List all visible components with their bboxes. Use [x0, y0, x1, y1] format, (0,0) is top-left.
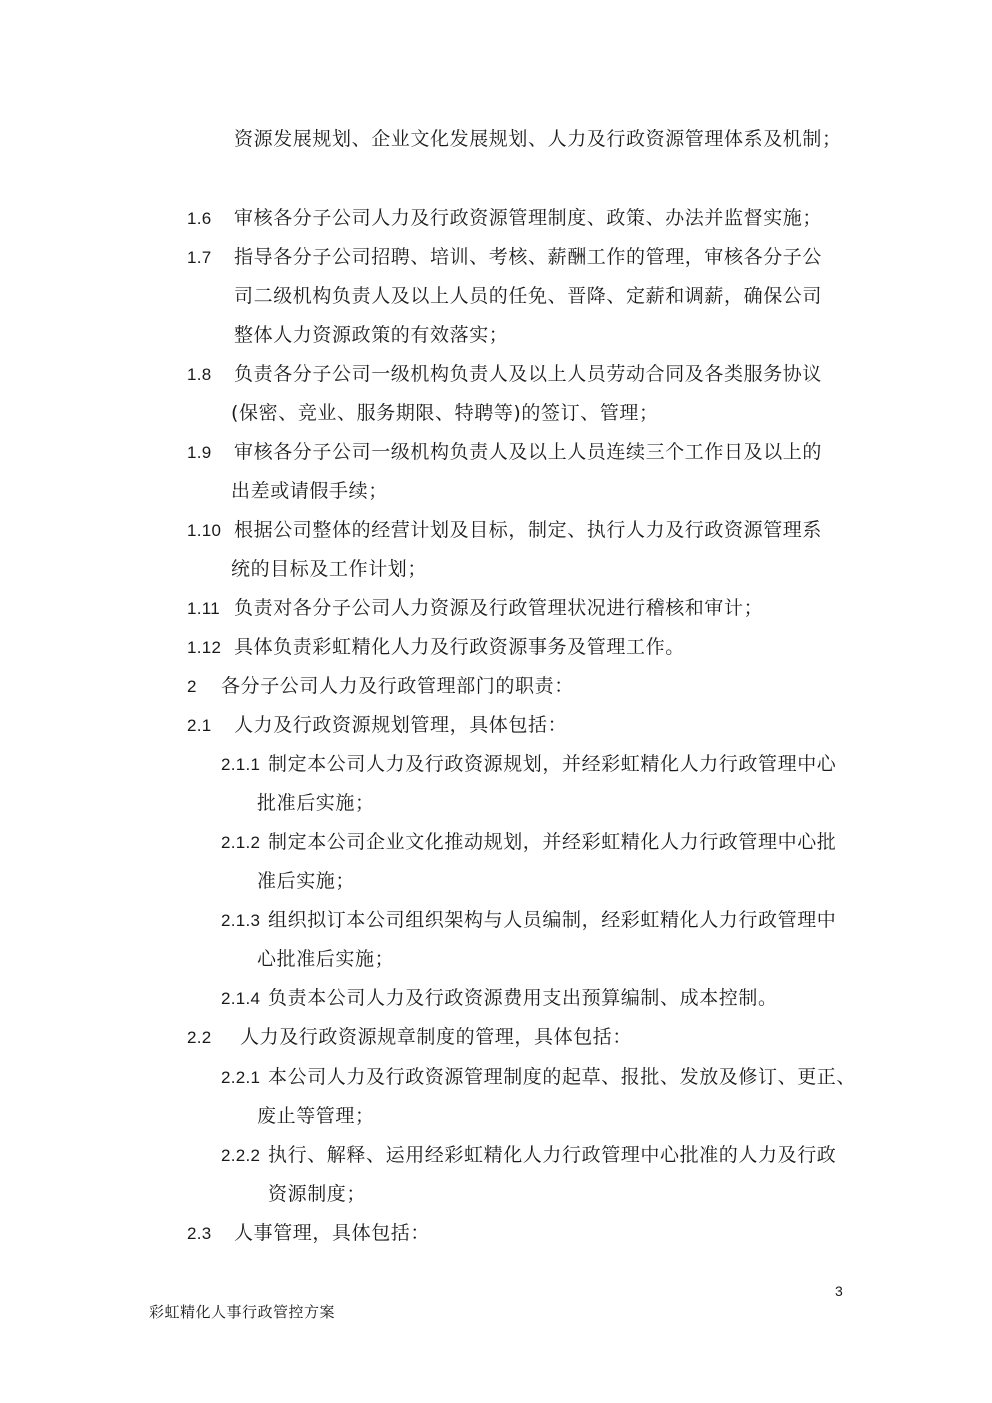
item-number: 2.3	[187, 1224, 212, 1243]
body-text-line: 根据公司整体的经营计划及目标，制定、执行人力及行政资源管理系	[234, 519, 823, 541]
body-text-line: 资源制度；	[268, 1183, 367, 1205]
item-number: 2.1.4	[221, 989, 261, 1008]
item-number: 1.12	[187, 638, 222, 657]
item-number: 1.10	[187, 521, 222, 540]
item-number: 1.7	[187, 248, 212, 267]
body-text-line: 负责对各分子公司人力资源及行政管理状况进行稽核和审计；	[234, 597, 764, 619]
item-number: 2.1	[187, 716, 212, 735]
body-text-line: 负责各分子公司一级机构负责人及以上人员劳动合同及各类服务协议	[234, 363, 823, 385]
body-text-line: 批准后实施；	[257, 792, 375, 814]
body-text-line: 制定本公司人力及行政资源规划，并经彩虹精化人力行政管理中心	[268, 753, 837, 775]
body-text-line: 审核各分子公司人力及行政资源管理制度、政策、办法并监督实施；	[234, 207, 823, 229]
body-text-line: 资源发展规划、企业文化发展规划、人力及行政资源管理体系及机制；	[234, 128, 842, 150]
item-number: 2.2	[187, 1028, 212, 1047]
item-number: 1.9	[187, 443, 212, 462]
body-text-line: 整体人力资源政策的有效落实；	[234, 324, 509, 346]
item-number: 2.1.3	[221, 911, 261, 930]
body-text-line: 指导各分子公司招聘、培训、考核、薪酬工作的管理，审核各分子公	[234, 246, 823, 268]
body-text-line: 准后实施；	[257, 870, 356, 892]
body-text-line: 人事管理，具体包括：	[234, 1222, 431, 1244]
body-text-line: (保密、竞业、服务期限、特聘等)的签订、管理；	[231, 402, 659, 424]
body-text-line: 组织拟订本公司组织架构与人员编制，经彩虹精化人力行政管理中	[268, 909, 837, 931]
item-number: 1.8	[187, 365, 212, 384]
body-text-line: 司二级机构负责人及以上人员的任免、晋降、定薪和调薪，确保公司	[234, 285, 823, 307]
item-number: 1.6	[187, 209, 212, 228]
item-number: 2	[187, 677, 197, 696]
item-number: 2.1.1	[221, 755, 261, 774]
item-number: 2.2.2	[221, 1146, 261, 1165]
body-text-line: 具体负责彩虹精化人力及行政资源事务及管理工作。	[234, 636, 685, 658]
body-text-line: 负责本公司人力及行政资源费用支出预算编制、成本控制。	[268, 987, 778, 1009]
body-text-line: 统的目标及工作计划；	[231, 558, 428, 580]
body-text-line: 执行、解释、运用经彩虹精化人力行政管理中心批准的人力及行政	[268, 1144, 837, 1166]
item-number: 2.2.1	[221, 1068, 261, 1087]
body-text-line: 制定本公司企业文化推动规划，并经彩虹精化人力行政管理中心批	[268, 831, 837, 853]
body-text-line: 人力及行政资源规章制度的管理，具体包括：	[240, 1026, 633, 1048]
body-text-line: 人力及行政资源规划管理，具体包括：	[234, 714, 568, 736]
item-number: 2.1.2	[221, 833, 261, 852]
page-footer: 彩虹精化人事行政管控方案	[149, 1303, 336, 1321]
body-text-line: 心批准后实施；	[257, 948, 395, 970]
body-text-line: 审核各分子公司一级机构负责人及以上人员连续三个工作日及以上的	[234, 441, 823, 463]
body-text-line: 各分子公司人力及行政管理部门的职责：	[221, 675, 574, 697]
body-text-line: 本公司人力及行政资源管理制度的起草、报批、发放及修订、更正、	[268, 1066, 857, 1088]
item-number: 1.11	[187, 599, 221, 618]
body-text-line: 废止等管理；	[257, 1105, 375, 1127]
body-text-line: 出差或请假手续；	[231, 480, 388, 502]
page-number: 3	[835, 1283, 843, 1299]
